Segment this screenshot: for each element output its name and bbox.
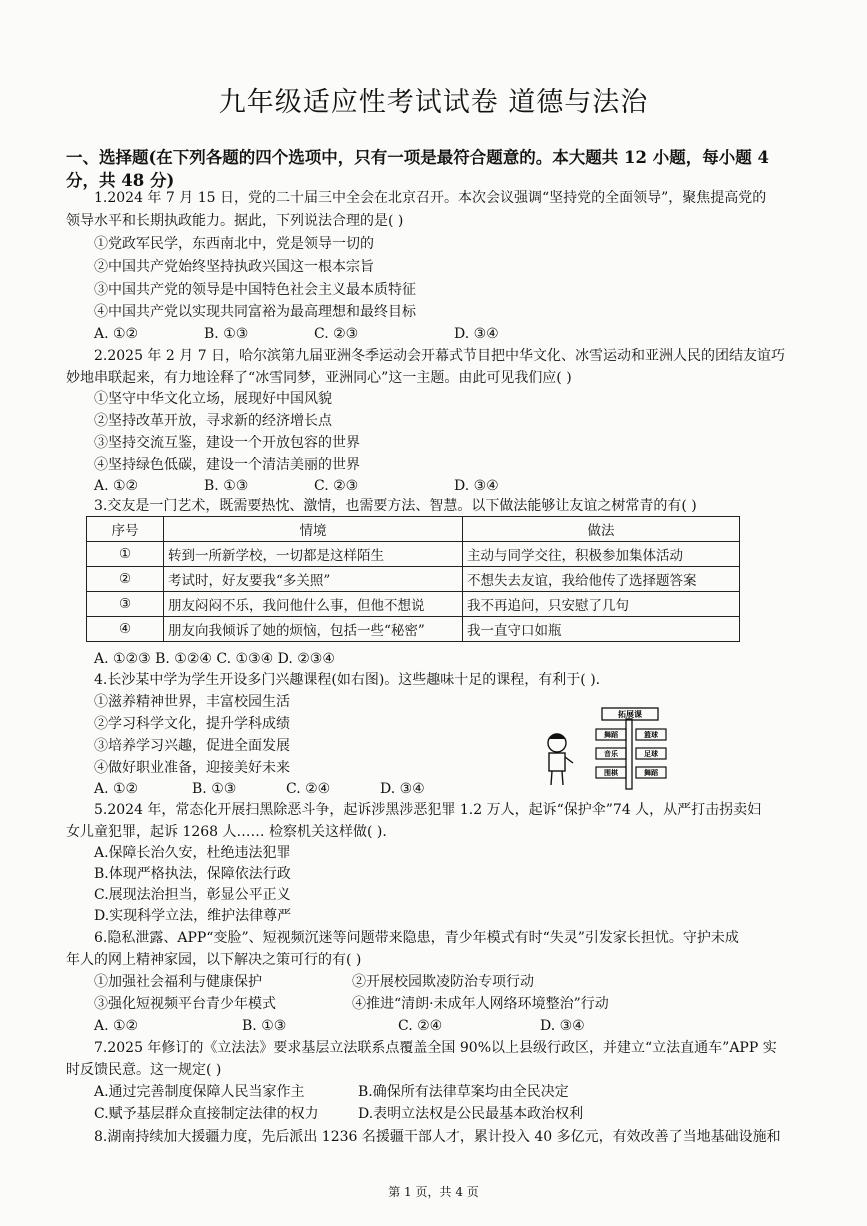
table-header-row xyxy=(87,517,740,542)
q4-item: ③培养学习兴趣，促进全面发展 xyxy=(94,738,290,754)
table-row xyxy=(87,542,740,567)
q4-item: ②学习科学文化，提升学科成绩 xyxy=(94,716,290,732)
q7-option: A.通过完善制度保障人民当家作主 xyxy=(94,1084,305,1100)
table-cell: ② xyxy=(87,567,164,592)
q5-stem: 5.2024 年，常态化开展扫黑除恶斗争，起诉涉黑涉恶犯罪 1.2 万人，起诉“保护伞”74 人，从严打击拐卖妇 xyxy=(94,802,762,818)
q5-option: A.保障长治久安，杜绝违法犯罪 xyxy=(94,845,291,861)
q2-item: ①坚守中华文化立场，展现好中国风貌 xyxy=(94,391,332,407)
q7-option: C.赋予基层群众直接制定法律的权力 xyxy=(94,1106,319,1122)
q3-table xyxy=(86,516,740,642)
table-cell: 不想失去友谊，我给他传了选择题答案 xyxy=(463,567,740,592)
q1-option: B. ①③ xyxy=(204,326,249,342)
q3-stem: 3.交友是一门艺术，既需要热忱、激情，也需要方法、智慧。以下做法能够让友谊之树常青的有( ) xyxy=(94,498,697,514)
q2-item: ④坚持绿色低碳，建设一个清洁美丽的世界 xyxy=(94,457,360,473)
figure-header: 拓展课 xyxy=(618,710,642,719)
courses-signpost-figure xyxy=(540,705,690,790)
page-title: 九年级适应性考试试卷 道德与法治 xyxy=(218,87,649,118)
q8-stem: 8.湖南持续加大援疆力度，先后派出 1236 名援疆干部人才，累计投入 40 多亿元，有效改善了当地基础设施和 xyxy=(94,1129,781,1145)
q1-option: D. ③④ xyxy=(454,326,499,342)
q1-item: ①党政军民学，东西南北中，党是领导一切的 xyxy=(94,236,374,252)
page-footer: 第 1 页，共 4 页 xyxy=(388,1185,479,1199)
q4-stem: 4.长沙某中学为学生开设多门兴趣课程(如右图)。这些趣味十足的课程，有利于( ). xyxy=(94,672,601,688)
signpost-illustration xyxy=(540,705,690,790)
q1-stem: 领导水平和长期执政能力。据此，下列说法合理的是( ) xyxy=(66,213,404,229)
table-cell: ① xyxy=(87,542,164,567)
q6-stem: 6.隐私泄露、APP“变脸”、短视频沉迷等问题带来隐患，青少年模式有时“失灵”引发家长担忧。守护未成 xyxy=(94,930,739,946)
q5-stem: 女儿童犯罪，起诉 1268 人…… 检察机关这样做( ). xyxy=(66,824,387,840)
figure-sign: 舞蹈 xyxy=(604,731,618,739)
q7-option: D.表明立法权是公民最基本政治权利 xyxy=(358,1106,584,1122)
table-cell: 考试时，好友要我“多关照” xyxy=(164,567,463,592)
q4-option: C. ②④ xyxy=(286,781,331,797)
figure-sign: 足球 xyxy=(644,750,658,758)
table-header: 做法 xyxy=(463,517,740,542)
q2-item: ③坚持交流互鉴，建设一个开放包容的世界 xyxy=(94,435,360,451)
q6-option: C. ②④ xyxy=(398,1018,443,1034)
section-heading: 一、选择题(在下列各题的四个选项中，只有一项是最符合题意的。本大题共 12 小题，每小题 4 分，共 48 分) xyxy=(66,148,769,190)
q6-item: ④推进“清朗·未成年人网络环境整治”行动 xyxy=(352,996,609,1012)
q1-item: ④中国共产党以实现共同富裕为最高理想和最终目标 xyxy=(94,304,416,320)
figure-sign: 音乐 xyxy=(604,750,618,758)
q7-option: B.确保所有法律草案均由全民决定 xyxy=(358,1084,569,1100)
q1-stem: 1.2024 年 7 月 15 日，党的二十届三中全会在北京召开。本次会议强调“坚持党的全面领导”，聚焦提高党的 xyxy=(94,190,767,206)
table-header: 序号 xyxy=(87,517,164,542)
q6-item: ①加强社会福利与健康保护 xyxy=(94,974,262,990)
q6-option: A. ①② xyxy=(94,1018,139,1034)
q1-option: A. ①② xyxy=(94,326,139,342)
q2-stem: 2.2025 年 2 月 7 日，哈尔滨第九届亚洲冬季运动会开幕式节目把中华文化、冰雪运动和亚洲人民的团结友谊巧 xyxy=(94,348,786,364)
q2-stem: 妙地串联起来，有力地诠释了“冰雪同梦，亚洲同心”这一主题。由此可见我们应( ) xyxy=(66,370,572,386)
figure-sign: 舞蹈 xyxy=(644,769,658,777)
table-cell: 我不再追问，只安慰了几句 xyxy=(463,592,740,617)
q7-stem: 7.2025 年修订的《立法法》要求基层立法联系点覆盖全国 90%以上县级行政区，并建立“立法直通车”APP 实 xyxy=(94,1040,777,1056)
q5-option: B.体现严格执法，保障依法行政 xyxy=(94,866,291,882)
q5-option: D.实现科学立法，维护法律尊严 xyxy=(94,908,292,924)
q4-option: D. ③④ xyxy=(380,781,425,797)
q2-option: D. ③④ xyxy=(454,478,499,494)
table-cell: 朋友向我倾诉了她的烦恼，包括一些“秘密” xyxy=(164,617,463,642)
q6-option: D. ③④ xyxy=(540,1018,585,1034)
q2-option: A. ①② xyxy=(94,478,139,494)
table-row xyxy=(87,567,740,592)
q6-stem: 年人的网上精神家园，以下解决之策可行的有( ) xyxy=(66,952,362,968)
q7-stem: 时反馈民意。这一规定( ) xyxy=(66,1062,222,1078)
q3-options: A. ①②③ B. ①②④ C. ①③④ D. ②③④ xyxy=(94,651,335,667)
q2-item: ②坚持改革开放，寻求新的经济增长点 xyxy=(94,413,332,429)
q5-option: C.展现法治担当，彰显公平正义 xyxy=(94,887,291,903)
q2-option: B. ①③ xyxy=(204,478,249,494)
table-cell: ③ xyxy=(87,592,164,617)
table-row xyxy=(87,617,740,642)
table-cell: 转到一所新学校，一切都是这样陌生 xyxy=(164,542,463,567)
table-row xyxy=(87,592,740,617)
q1-item: ②中国共产党始终坚持执政兴国这一根本宗旨 xyxy=(94,259,374,275)
q4-item: ①滋养精神世界，丰富校园生活 xyxy=(94,694,290,710)
table-cell: 我一直守口如瓶 xyxy=(463,617,740,642)
q2-option: C. ②③ xyxy=(314,478,359,494)
table-cell: 朋友闷闷不乐，我问他什么事，但他不想说 xyxy=(164,592,463,617)
student-cartoon-icon xyxy=(548,734,573,785)
q6-item: ②开展校园欺凌防治专项行动 xyxy=(352,974,534,990)
q1-option: C. ②③ xyxy=(314,326,359,342)
figure-sign: 篮球 xyxy=(644,731,658,739)
q4-item: ④做好职业准备，迎接美好未来 xyxy=(94,760,290,776)
q4-option: B. ①③ xyxy=(192,781,237,797)
q1-item: ③中国共产党的领导是中国特色社会主义最本质特征 xyxy=(94,282,416,298)
q4-option: A. ①② xyxy=(94,781,139,797)
table-cell: 主动与同学交往，积极参加集体活动 xyxy=(463,542,740,567)
q6-item: ③强化短视频平台青少年模式 xyxy=(94,996,276,1012)
figure-sign: 围棋 xyxy=(604,769,618,777)
table-header: 情境 xyxy=(164,517,463,542)
q6-option: B. ①③ xyxy=(242,1018,287,1034)
table-cell: ④ xyxy=(87,617,164,642)
